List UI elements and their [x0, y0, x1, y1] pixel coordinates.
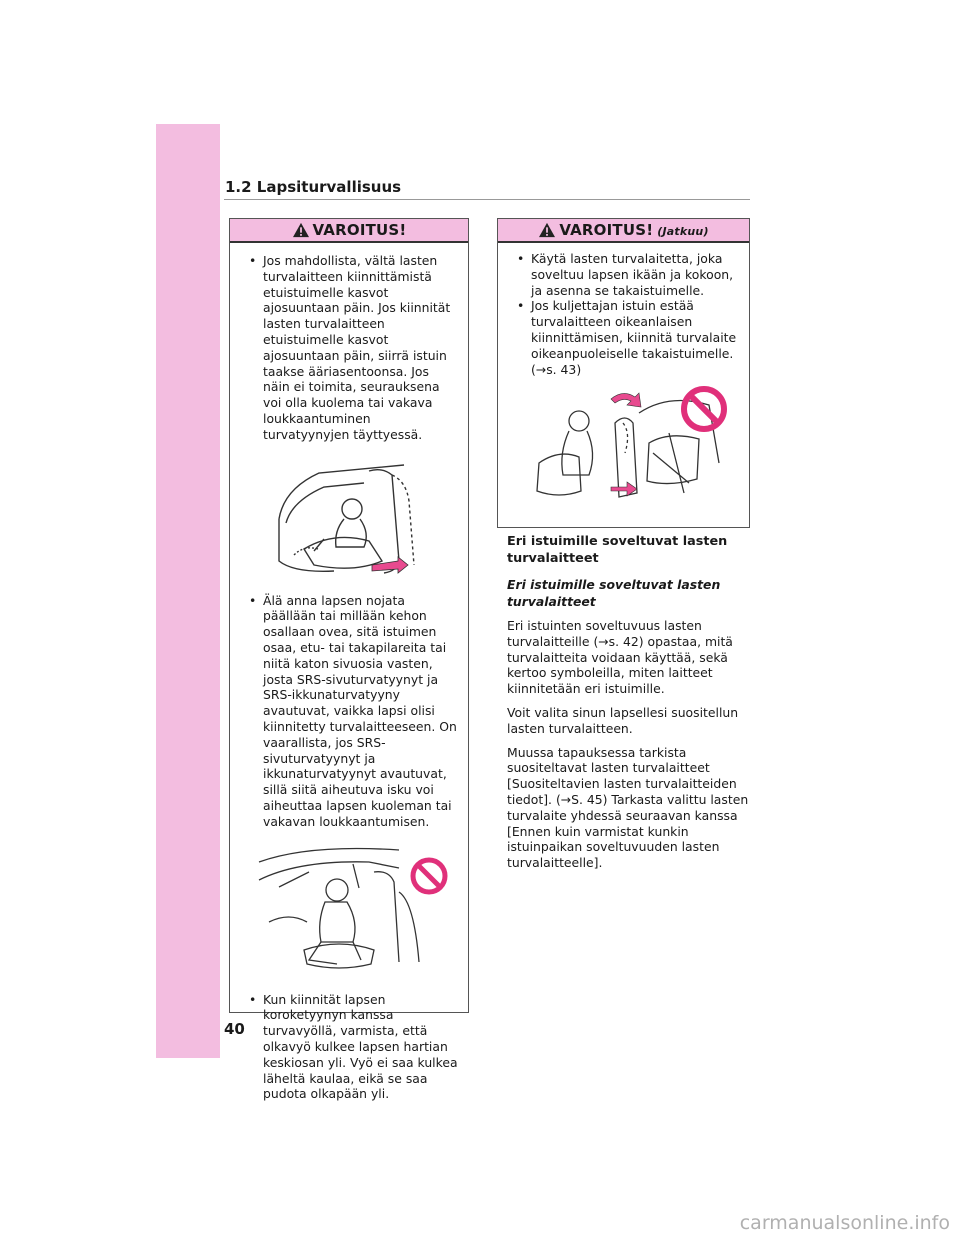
- page-edge-tab: [156, 124, 220, 1058]
- paragraph: Eri istuinten soveltuvuus lasten turvalaitteille (→s. 42) opastaa, mitä turvalaitteita voidaan käyttää, sekä kertoo symboleilla, miten laitteet kiinnitetään eri istuimille.: [507, 618, 733, 697]
- warning-triangle-icon: [292, 222, 310, 238]
- section-subheading: Eri istuimille soveltuvat lasten turvalaitteet: [507, 577, 721, 609]
- rear-seat-child-seat-illustration: [519, 383, 729, 513]
- warning-triangle-icon: [538, 222, 556, 238]
- child-seat-front-illustration: [274, 461, 424, 581]
- warning-list: [230, 253, 468, 443]
- prohibition-icon: [684, 389, 724, 429]
- child-booster-window-illustration: [249, 842, 449, 982]
- page-number: 40: [224, 1020, 245, 1038]
- warning-box-right: [497, 218, 750, 528]
- warning-bullet: • Kun kiinnität lapsen koroketyynyn kanssa turvavyöllä, varmista, että olkavyö kulkee lapsen hartian keskiosan yli. Vyö ei saa kulkea läheltä kaulaa, eikä se saa pudota olkapään yli.: [240, 992, 458, 1103]
- warning-bullet: • Älä anna lapsen nojata päällään tai millään kehon osallaan ovea, sitä istuimen osaa, etu- tai takapilareita tai niitä katon sivuosia vasten, josta SRS-sivuturvatyynyt ja SRS-ikkunaturvatyyny avautuvat, vaikka lapsi olisi kiinnitetty turvalaitteeseen. On vaarallista, jos SRS-sivuturvatyynyt ja ikkunaturvatyynyt avautuvat, sillä siitä aiheutuva isku voi aiheuttaa lapsen kuoleman tai vakavan loukkaantumisen.: [240, 593, 458, 830]
- paragraph: Muussa tapauksessa tarkista suositeltavat lasten turvalaitteet [Suositeltavien lasten turvalaitteiden tiedot]. (→S. 45) Tarkasta valittu lasten turvalaite yhdessä seuraavan kanssa [Ennen kuin varmistat kunkin istuinpaikan soveltuvuuden lasten turvalaitteelle].: [507, 744, 749, 871]
- warning-bullet: • Käytä lasten turvalaitetta, joka soveltuu lapsen ikään ja kokoon, ja asenna se takaistuimelle.: [508, 251, 739, 298]
- section-title: 1.2 Lapsiturvallisuus: [225, 178, 402, 196]
- warning-list: [230, 593, 468, 830]
- prohibition-icon: [413, 860, 445, 892]
- section-heading: Eri istuimille soveltuvat lasten turvalaitteet: [507, 534, 728, 566]
- watermark: carmanualsonline.info: [739, 1212, 950, 1234]
- title-rule: [224, 199, 750, 200]
- warning-header: [498, 219, 749, 243]
- warning-title: VAROITUS!: [312, 221, 407, 239]
- warning-bullet: • Jos kuljettajan istuin estää turvalaitteen oikeanlaisen kiinnittämisen, kiinnitä turvalaite oikeanpuoleiselle takaistuimelle. (→s. 43): [508, 298, 739, 377]
- right-column-text: [507, 534, 751, 879]
- warning-bullet: • Jos mahdollista, vältä lasten turvalaitteen kiinnittämistä etuistuimelle kasvot ajosuuntaan päin. Jos kiinnität lasten turvalaitteen etuistuimelle kasvot ajosuuntaan päin, siirrä istuin taakse ääriasentoonsa. Jos näin ei toimita, seurauksena voi olla kuolema tai vakava loukkaantuminen turvatyynyjen täyttyessä.: [240, 253, 458, 443]
- paragraph: Voit valita sinun lapsellesi suositellun lasten turvalaitteen.: [507, 704, 739, 736]
- warning-list: [230, 992, 468, 1103]
- warning-list: [498, 251, 749, 377]
- warning-continued: (Jatkuu): [657, 225, 709, 238]
- warning-title: VAROITUS!: [559, 221, 654, 239]
- warning-header: [230, 219, 468, 243]
